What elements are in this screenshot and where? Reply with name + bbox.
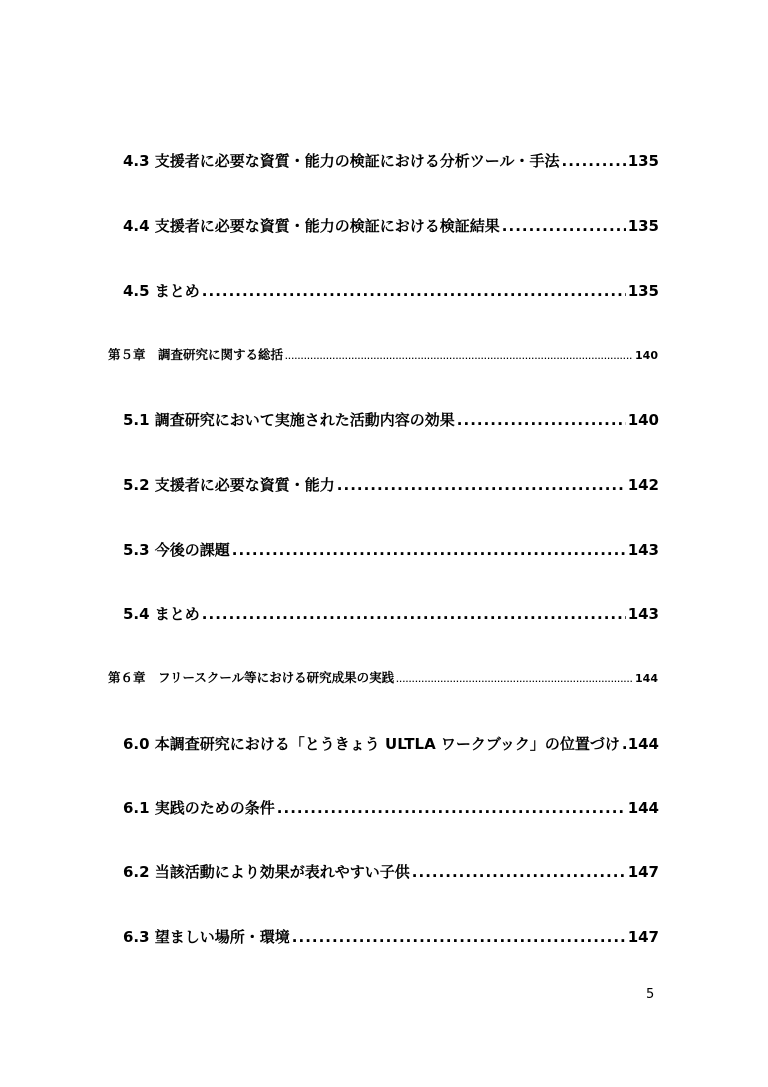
toc-entry-5-2[interactable] [123, 474, 659, 498]
toc-dot-leader [285, 353, 633, 361]
toc-chapter-title: 第６章 フリースクール等における研究成果の実践 [108, 670, 395, 685]
toc-entry-title: 5.4 まとめ [123, 605, 200, 623]
toc-dot-leader [622, 735, 626, 753]
toc-chapter-6[interactable] [108, 668, 658, 692]
toc-entry-5-3[interactable] [123, 539, 659, 563]
toc-dot-leader [412, 863, 626, 881]
toc-entry-title: 6.2 当該活動により効果が表れやすい子供 [123, 863, 410, 881]
page-number: 5 [646, 987, 655, 1002]
toc-entry-4-5[interactable] [123, 280, 659, 304]
toc-entry-4-3[interactable] [123, 150, 659, 174]
toc-chapter-page: 144 [635, 672, 658, 685]
toc-dot-leader [202, 282, 626, 300]
toc-entry-title: 5.3 今後の課題 [123, 541, 230, 559]
toc-entry-title: 6.1 実践のための条件 [123, 799, 275, 817]
toc-entry-5-1[interactable] [123, 409, 659, 433]
toc-entry-6-1[interactable] [123, 797, 659, 821]
toc-entry-page: 144 [627, 735, 659, 753]
toc-dot-leader [277, 799, 626, 817]
toc-dot-leader [337, 476, 626, 494]
toc-entry-page: 143 [627, 541, 659, 559]
toc-dot-leader [396, 676, 633, 684]
toc-entry-page: 147 [627, 863, 659, 881]
toc-entry-5-4[interactable] [123, 603, 659, 627]
toc-dot-leader [457, 411, 626, 429]
toc-entry-title: 4.5 まとめ [123, 282, 200, 300]
toc-entry-6-0[interactable] [123, 733, 659, 757]
toc-entry-title: 5.1 調査研究において実施された活動内容の効果 [123, 411, 455, 429]
toc-entry-page: 140 [627, 411, 659, 429]
toc-entry-page: 147 [627, 928, 659, 946]
toc-entry-page: 143 [627, 605, 659, 623]
toc-entry-page: 142 [627, 476, 659, 494]
toc-entry-title: 6.3 望ましい場所・環境 [123, 928, 290, 946]
toc-entry-6-2[interactable] [123, 861, 659, 885]
toc-entry-page: 135 [627, 282, 659, 300]
toc-dot-leader [502, 217, 626, 235]
toc-dot-leader [562, 152, 626, 170]
toc-entry-title: 4.3 支援者に必要な資質・能力の検証における分析ツール・手法 [123, 152, 560, 170]
toc-entry-6-3[interactable] [123, 926, 659, 950]
toc-chapter-title: 第５章 調査研究に関する総括 [108, 347, 284, 362]
toc-entry-page: 135 [627, 217, 659, 235]
toc-entry-4-4[interactable] [123, 215, 659, 239]
toc-entry-title: 6.0 本調査研究における「とうきょう ULTLA ワークブック」の位置づけ [123, 735, 620, 753]
toc-entry-page: 144 [627, 799, 659, 817]
toc-dot-leader [202, 605, 626, 623]
toc-dot-leader [292, 928, 626, 946]
toc-dot-leader [232, 541, 626, 559]
toc-chapter-5[interactable] [108, 345, 658, 369]
toc-chapter-page: 140 [635, 349, 658, 362]
toc-entry-title: 4.4 支援者に必要な資質・能力の検証における検証結果 [123, 217, 500, 235]
toc-entry-page: 135 [627, 152, 659, 170]
toc-entry-title: 5.2 支援者に必要な資質・能力 [123, 476, 335, 494]
